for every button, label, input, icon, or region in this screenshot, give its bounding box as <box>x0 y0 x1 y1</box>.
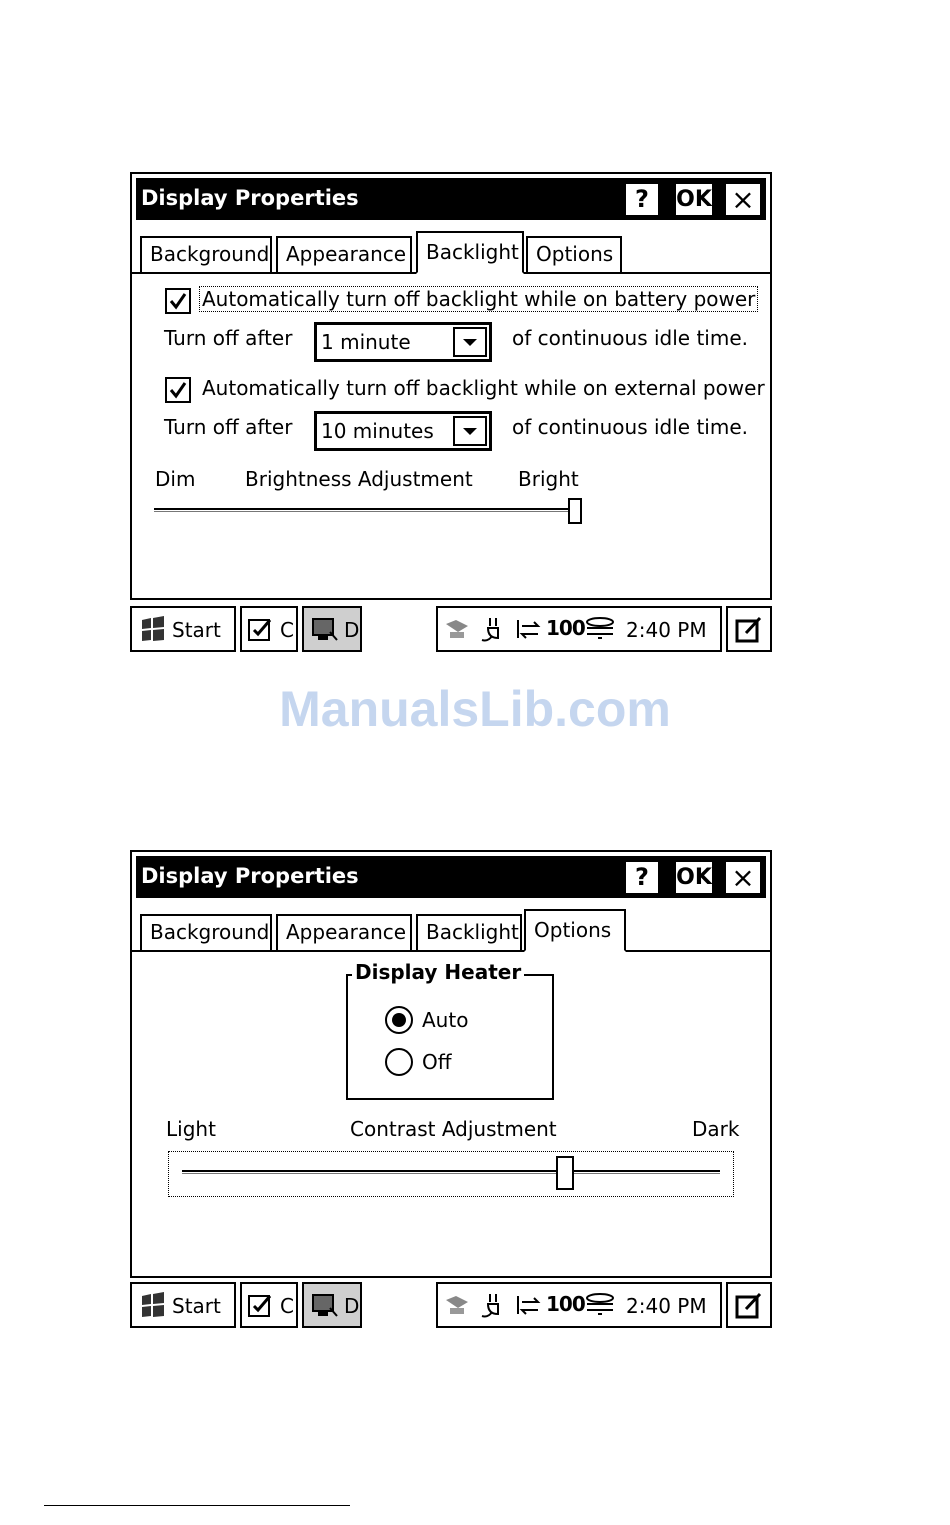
system-tray <box>436 1282 722 1328</box>
display-icon <box>310 1292 340 1320</box>
footnote-rule <box>44 1505 350 1506</box>
contrast-min-label: Light <box>166 1117 216 1141</box>
ok-button[interactable]: OK <box>674 182 714 217</box>
battery-percent[interactable]: 100 <box>546 616 585 640</box>
external-backlight-checkbox[interactable] <box>165 377 191 403</box>
taskbar-task-2[interactable] <box>302 606 362 652</box>
network-icon[interactable] <box>442 1292 474 1320</box>
contrast-track <box>182 1170 720 1174</box>
input-panel-icon <box>734 615 764 645</box>
tab-backlight[interactable]: Backlight <box>416 231 524 274</box>
input-panel-button[interactable] <box>726 606 772 652</box>
clock[interactable]: 2:40 PM <box>626 618 707 642</box>
task-1-label: C <box>280 618 294 642</box>
control-panel-icon <box>246 1292 276 1320</box>
task-2-label: D <box>344 618 360 642</box>
tab-appearance[interactable]: Appearance <box>276 236 412 272</box>
system-tray <box>436 606 722 652</box>
brightness-thumb[interactable] <box>568 498 582 524</box>
sync-arrows-icon[interactable] <box>514 1292 542 1320</box>
heater-auto-radio[interactable] <box>385 1006 413 1034</box>
taskbar <box>130 606 772 652</box>
tab-appearance[interactable]: Appearance <box>276 914 412 950</box>
tab-backlight[interactable]: Backlight <box>416 914 522 950</box>
battery-backlight-checkbox[interactable] <box>165 288 191 314</box>
display-properties-dialog-backlight <box>130 172 772 600</box>
tab-background[interactable]: Background <box>140 914 272 950</box>
help-button[interactable]: ? <box>624 182 660 217</box>
heater-off-label: Off <box>422 1050 452 1074</box>
battery-backlight-label: Automatically turn off backlight while on battery power <box>202 287 756 311</box>
battery-timeout-select[interactable] <box>314 322 492 362</box>
dialog-title: Display Properties <box>141 864 359 888</box>
close-button[interactable]: × <box>724 860 762 895</box>
help-button[interactable]: ? <box>624 860 660 895</box>
start-button[interactable] <box>130 606 236 652</box>
storage-stack-icon[interactable] <box>584 1290 618 1320</box>
network-icon[interactable] <box>442 616 474 644</box>
task-1-label: C <box>280 1294 294 1318</box>
ok-button[interactable]: OK <box>674 860 714 895</box>
external-backlight-label: Automatically turn off backlight while on external power <box>202 376 765 400</box>
task-2-label: D <box>344 1294 360 1318</box>
brightness-title: Brightness Adjustment <box>245 467 473 491</box>
battery-percent[interactable]: 100 <box>546 1292 585 1316</box>
close-button[interactable]: × <box>724 182 762 217</box>
tab-options[interactable]: Options <box>524 909 626 952</box>
external-timeout-select[interactable] <box>314 411 492 451</box>
sync-arrows-icon[interactable] <box>514 616 542 644</box>
taskbar <box>130 1282 772 1328</box>
power-plug-icon[interactable] <box>478 614 510 644</box>
input-panel-icon <box>734 1291 764 1321</box>
windows-flag-icon <box>138 1292 168 1320</box>
checkmark-icon <box>167 290 189 312</box>
control-panel-icon <box>246 616 276 644</box>
contrast-slider[interactable] <box>182 1156 720 1190</box>
external-idle-suffix: of continuous idle time. <box>512 415 748 439</box>
display-heater-group <box>346 974 554 1100</box>
tab-strip <box>132 904 770 952</box>
brightness-track <box>154 508 575 512</box>
dialog-title: Display Properties <box>141 186 359 210</box>
start-button[interactable] <box>130 1282 236 1328</box>
contrast-max-label: Dark <box>692 1117 740 1141</box>
tab-strip <box>132 226 770 274</box>
taskbar-task-1[interactable] <box>240 606 298 652</box>
battery-idle-suffix: of continuous idle time. <box>512 326 748 350</box>
brightness-slider[interactable] <box>154 498 582 524</box>
tab-options[interactable]: Options <box>526 236 622 272</box>
battery-timeout-value: 1 minute <box>321 330 411 354</box>
display-properties-dialog-options <box>130 850 772 1278</box>
title-bar <box>136 178 766 220</box>
external-turnoff-label: Turn off after <box>164 415 293 439</box>
windows-flag-icon <box>138 616 168 644</box>
brightness-min-label: Dim <box>155 467 196 491</box>
start-label: Start <box>172 1294 221 1318</box>
watermark-text: ManualsLib.com <box>279 681 671 737</box>
taskbar-task-2[interactable] <box>302 1282 362 1328</box>
tab-background[interactable]: Background <box>140 236 272 272</box>
taskbar-task-1[interactable] <box>240 1282 298 1328</box>
brightness-max-label: Bright <box>518 467 579 491</box>
battery-turnoff-label: Turn off after <box>164 326 293 350</box>
external-timeout-value: 10 minutes <box>321 419 434 443</box>
checkmark-icon <box>167 379 189 401</box>
display-heater-title: Display Heater <box>352 960 524 984</box>
input-panel-button[interactable] <box>726 1282 772 1328</box>
heater-off-radio[interactable] <box>385 1048 413 1076</box>
power-plug-icon[interactable] <box>478 1290 510 1320</box>
storage-stack-icon[interactable] <box>584 614 618 644</box>
title-bar <box>136 856 766 898</box>
display-icon <box>310 616 340 644</box>
contrast-thumb[interactable] <box>556 1156 574 1190</box>
chevron-down-icon[interactable] <box>453 416 487 446</box>
heater-auto-label: Auto <box>422 1008 469 1032</box>
contrast-title: Contrast Adjustment <box>350 1117 557 1141</box>
clock[interactable]: 2:40 PM <box>626 1294 707 1318</box>
start-label: Start <box>172 618 221 642</box>
chevron-down-icon[interactable] <box>453 327 487 357</box>
